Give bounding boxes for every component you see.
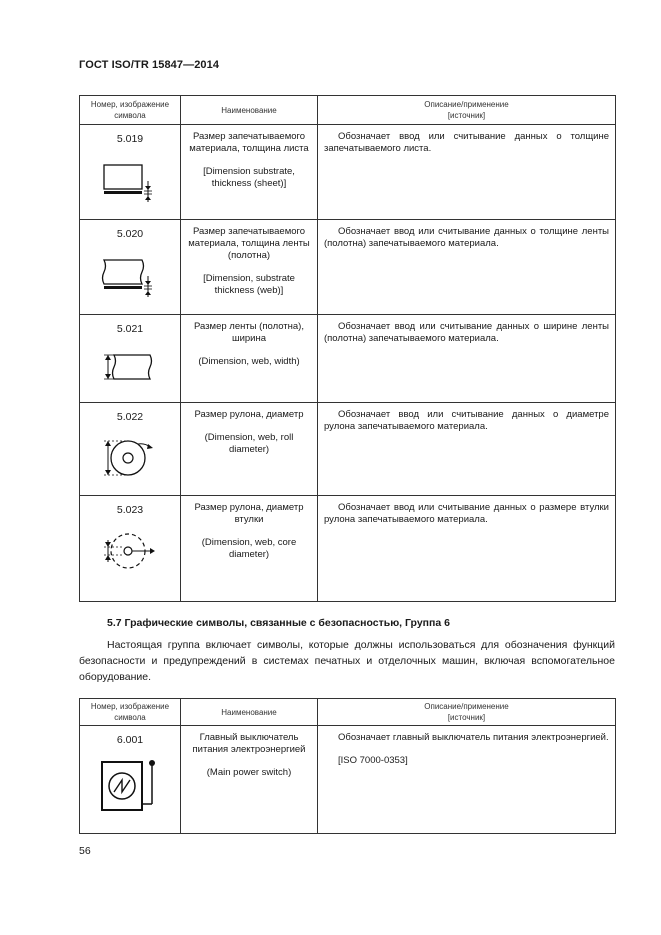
name-cell <box>181 403 318 496</box>
symbols-table-group-6 <box>79 698 616 834</box>
description-text: Обозначает ввод или считывание данных о диаметре рулона запечатываемого материала. <box>324 409 609 432</box>
column-header-name: Наименование <box>181 96 318 125</box>
description-text: Обозначает ввод или считывание данных о толщине запечатываемого листа. <box>324 131 609 154</box>
dimension-web-roll-diameter-icon <box>100 435 160 481</box>
table-row <box>80 220 616 315</box>
symbol-code: 5.022 <box>116 411 144 423</box>
name-cell <box>181 125 318 220</box>
symbol-cell <box>80 403 181 496</box>
description-cell <box>318 315 616 403</box>
name-english: (Dimension, web, width) <box>198 356 300 367</box>
table-row <box>80 496 616 602</box>
symbol-cell <box>80 220 181 315</box>
table-row <box>80 315 616 403</box>
table-header-row <box>80 96 616 125</box>
name-english: (Dimension, web, roll diameter) <box>204 432 294 455</box>
column-header-description <box>318 96 616 125</box>
dimension-web-width-icon <box>100 347 160 387</box>
description-cell <box>318 726 616 834</box>
column-header-number: Номер, изображение символа <box>80 699 181 726</box>
dimension-substrate-thickness-sheet-icon <box>100 159 160 209</box>
name-russian: Размер запечатываемого материала, толщина ленты (полотна) <box>188 226 310 261</box>
description-text: Обозначает главный выключатель питания электроэнергией. <box>338 732 609 743</box>
column-header-description-source: [источник] <box>447 713 486 722</box>
symbol-code: 6.001 <box>116 734 144 746</box>
dimension-substrate-thickness-web-icon <box>100 254 160 304</box>
name-english: [Dimension, substrate thickness (web)] <box>203 273 295 296</box>
description-text: Обозначает ввод или считывание данных о ширине ленты (полотна) запечатываемого материала. <box>324 321 609 344</box>
symbol-cell <box>80 496 181 602</box>
name-russian: Размер рулона, диаметр втулки <box>194 502 304 525</box>
table-row <box>80 403 616 496</box>
name-russian: Размер рулона, диаметр <box>194 409 304 420</box>
name-russian: Размер запечатываемого материала, толщина листа <box>189 131 309 154</box>
column-header-description-source: [источник] <box>447 111 486 120</box>
symbol-cell <box>80 125 181 220</box>
symbol-code: 5.021 <box>116 323 144 335</box>
symbol-cell <box>80 726 181 834</box>
name-english: (Dimension, web, core diameter) <box>201 537 297 560</box>
description-text: Обозначает ввод или считывание данных о толщине ленты (полотна) запечатываемого материала. <box>324 226 609 249</box>
document-header: ГОСТ ISO/TR 15847—2014 <box>79 59 220 71</box>
symbol-cell <box>80 315 181 403</box>
name-russian: Размер ленты (полотна), ширина <box>194 321 304 344</box>
description-cell <box>318 125 616 220</box>
name-cell <box>181 726 318 834</box>
table-row <box>80 125 616 220</box>
name-english: [Dimension substrate, thickness (sheet)] <box>203 166 295 189</box>
dimension-web-core-diameter-icon <box>100 528 160 574</box>
description-cell <box>318 220 616 315</box>
section-heading: 5.7 Графические символы, связанные с безопасностью, Группа 6 <box>107 617 450 629</box>
description-source: [ISO 7000-0353] <box>338 755 408 766</box>
table-row <box>80 726 616 834</box>
description-text: Обозначает ввод или считывание данных о размере втулки рулона запечатываемого материала. <box>324 502 609 525</box>
name-cell <box>181 315 318 403</box>
description-cell <box>318 496 616 602</box>
column-header-description-title: Описание/применение <box>424 702 509 711</box>
symbols-table-group-5 <box>79 95 616 602</box>
description-cell <box>318 403 616 496</box>
table-header-row <box>80 699 616 726</box>
column-header-number: Номер, изображение символа <box>80 96 181 125</box>
name-cell <box>181 220 318 315</box>
symbol-code: 5.023 <box>116 504 144 516</box>
main-power-switch-icon <box>98 752 162 816</box>
name-russian: Главный выключатель питания электроэнергией <box>192 732 306 755</box>
name-cell <box>181 496 318 602</box>
intro-paragraph: Настоящая группа включает символы, которые должны использоваться для обозначения функций безопасности и предупреждений в системах печатных и отделочных машин, включая вспомогательное оборудование. <box>79 639 615 683</box>
name-english: (Main power switch) <box>206 767 292 778</box>
column-header-description-title: Описание/применение <box>424 100 509 109</box>
page-number: 56 <box>79 845 91 857</box>
column-header-name: Наименование <box>181 699 318 726</box>
symbol-code: 5.019 <box>116 133 144 145</box>
symbol-code: 5.020 <box>116 228 144 240</box>
column-header-description <box>318 699 616 726</box>
